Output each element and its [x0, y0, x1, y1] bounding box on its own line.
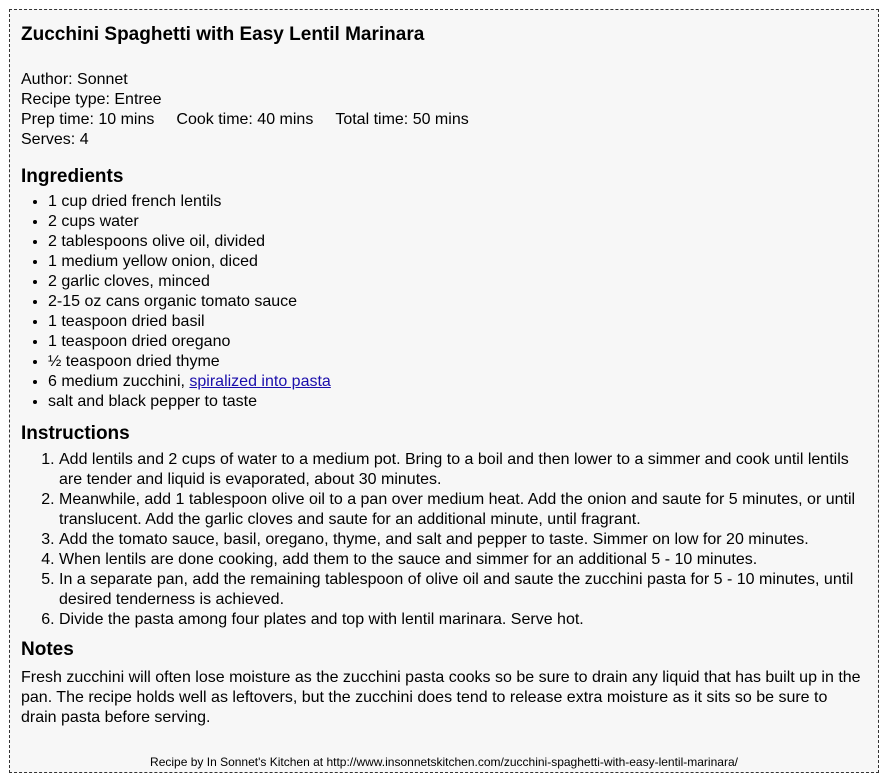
recipe-card [9, 9, 879, 773]
list-item: • 2-15 oz cans organic tomato sauce [48, 292, 867, 312]
spiralize-link[interactable]: spiralized into pasta [189, 373, 331, 390]
author: Author: Sonnet [21, 71, 128, 88]
list-item: • ½ teaspoon dried thyme [48, 352, 867, 372]
list-item: • 2 garlic cloves, minced [48, 272, 867, 292]
list-item: 4. When lentils are done cooking, add them to the sauce and simmer for an additional 5 - 10 minutes. [59, 550, 867, 570]
list-item: • 2 tablespoons olive oil, divided [48, 232, 867, 252]
notes-heading: Notes [21, 639, 74, 660]
list-item: 6. Divide the pasta among four plates and top with lentil marinara. Serve hot. [59, 610, 867, 630]
list-item: 2. Meanwhile, add 1 tablespoon olive oil to a pan over medium heat. Add the onion and saute for 5 minutes, or until translucent. Add the garlic cloves and saute for an additional minute, until fragrant. [59, 490, 867, 530]
list-item: 3. Add the tomato sauce, basil, oregano, thyme, and salt and pepper to taste. Simmer on low for 20 minutes. [59, 530, 867, 550]
zucchini-text: 6 medium zucchini, [48, 373, 190, 390]
list-item: • salt and black pepper to taste [48, 392, 867, 412]
recipe-footer: Recipe by In Sonnet's Kitchen at http://www.insonnetskitchen.com/zucchini-spaghetti-with-easy-lentil-marinara/ [150, 755, 738, 769]
time-row [21, 110, 867, 130]
total-time: Total time: 50 mins [335, 111, 469, 128]
list-item: 5. In a separate pan, add the remaining tablespoon of olive oil and saute the zucchini pasta for 5 - 10 minutes, until desired tenderness is achieved. [59, 570, 867, 610]
instructions-heading: Instructions [21, 423, 130, 444]
list-item: • 2 cups water [48, 212, 867, 232]
notes-text: Fresh zucchini will often lose moisture as the zucchini pasta cooks so be sure to drain any liquid that has built up in the pan. The recipe holds well as leftovers, but the zucchini does tend to release extra moisture as it sits so be sure to drain pasta before serving. [21, 669, 861, 726]
recipe-type: Recipe type: Entree [21, 91, 162, 108]
list-item [48, 372, 867, 392]
list-item: • 1 teaspoon dried basil [48, 312, 867, 332]
list-item: • 1 cup dried french lentils [48, 192, 867, 212]
list-item: • 1 medium yellow onion, diced [48, 252, 867, 272]
cook-time: Cook time: 40 mins [176, 111, 314, 128]
ingredients-list [21, 192, 867, 412]
ingredients-heading: Ingredients [21, 166, 124, 187]
recipe-meta [21, 70, 867, 150]
list-item: • 1 teaspoon dried oregano [48, 332, 867, 352]
serves: Serves: 4 [21, 131, 89, 148]
instructions-list [21, 450, 867, 630]
prep-time: Prep time: 10 mins [21, 111, 155, 128]
recipe-title: Zucchini Spaghetti with Easy Lentil Marinara [21, 24, 425, 45]
list-item: 1. Add lentils and 2 cups of water to a medium pot. Bring to a boil and then lower to a simmer and cook until lentils are tender and liquid is evaporated, about 30 minutes. [59, 450, 867, 490]
